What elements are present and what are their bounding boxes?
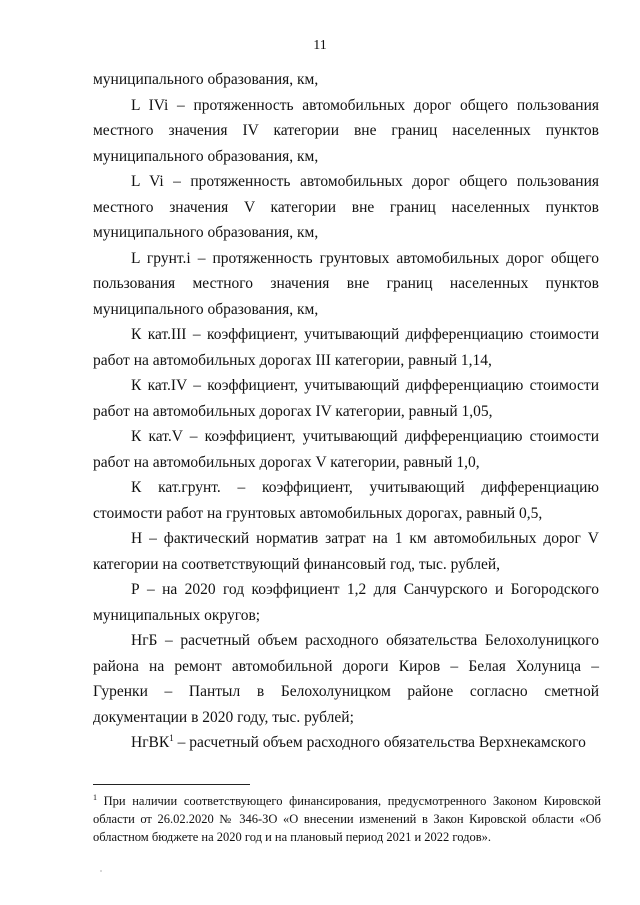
footnote — [93, 792, 601, 846]
footnote-reference[interactable]: 1 — [169, 733, 174, 743]
paragraph-ngvk — [93, 730, 599, 756]
paragraph-ngb: НгБ – расчетный объем расходного обязательства Белохолуницкого района на ремонт автомобильной дороги Киров – Белая Холуница – Гуренки – Пантыл в Белохолуницком районе согласно сметной документации в 2020 году, тыс. рублей; — [93, 632, 599, 726]
paragraph-k-kat-grunt: К кат.грунт. – коэффициент, учитывающий дифференциацию стоимости работ на грунтовых автомобильных дорогах, равный 0,5, — [93, 479, 599, 522]
page-number: 11 — [313, 38, 327, 53]
paragraph-k-kat-iv: К кат.IV – коэффициент, учитывающий дифференциацию стоимости работ на автомобильных дорогах IV категории, равный 1,05, — [93, 377, 599, 420]
footnote-separator — [93, 784, 250, 785]
paragraph-k-kat-v: К кат.V – коэффициент, учитывающий дифференциацию стоимости работ на автомобильных дорогах V категории, равный 1,0, — [93, 428, 599, 471]
paragraph-p-coef: Р – на 2020 год коэффициент 1,2 для Санчурского и Богородского муниципальных округов; — [93, 581, 599, 624]
paragraph-l-ivi: L IVi – протяженность автомобильных дорог общего пользования местного значения IV категории вне границ населенных пунктов муниципального образования, км, — [93, 96, 599, 165]
paragraph-n-norm: Н – фактический норматив затрат на 1 км автомобильных дорог V категории на соответствующий финансовый год, тыс. рублей, — [93, 530, 599, 573]
paragraph-k-kat-iii: К кат.III – коэффициент, учитывающий дифференциацию стоимости работ на автомобильных дорогах III категории, равный 1,14, — [93, 326, 599, 369]
scan-speck — [100, 870, 102, 872]
paragraph-l-vi: L Vi – протяженность автомобильных дорог общего пользования местного значения V категории вне границ населенных пунктов муниципального образования, км, — [93, 173, 599, 241]
paragraph-l-grunt: L грунт.i – протяженность грунтовых автомобильных дорог общего пользования местного значения вне границ населенных пунктов муниципального образования, км, — [93, 249, 599, 318]
document-body — [93, 67, 599, 756]
ngvk-symbol: НгВК — [131, 734, 170, 751]
footnote-mark: 1 — [93, 793, 97, 802]
paragraph-continuation: муниципального образования, км, — [93, 71, 319, 88]
ngvk-definition: – расчетный объем расходного обязательства Верхнекамского — [173, 734, 586, 751]
footnote-text: При наличии соответствующего финансирования, предусмотренного Законом Кировской области от 26.02.2020 № 346-ЗО «О внесении изменений в Закон Кировской области «Об областном бюджете на 2020 год и на плановый период 2021 и 2022 годов». — [93, 794, 601, 844]
